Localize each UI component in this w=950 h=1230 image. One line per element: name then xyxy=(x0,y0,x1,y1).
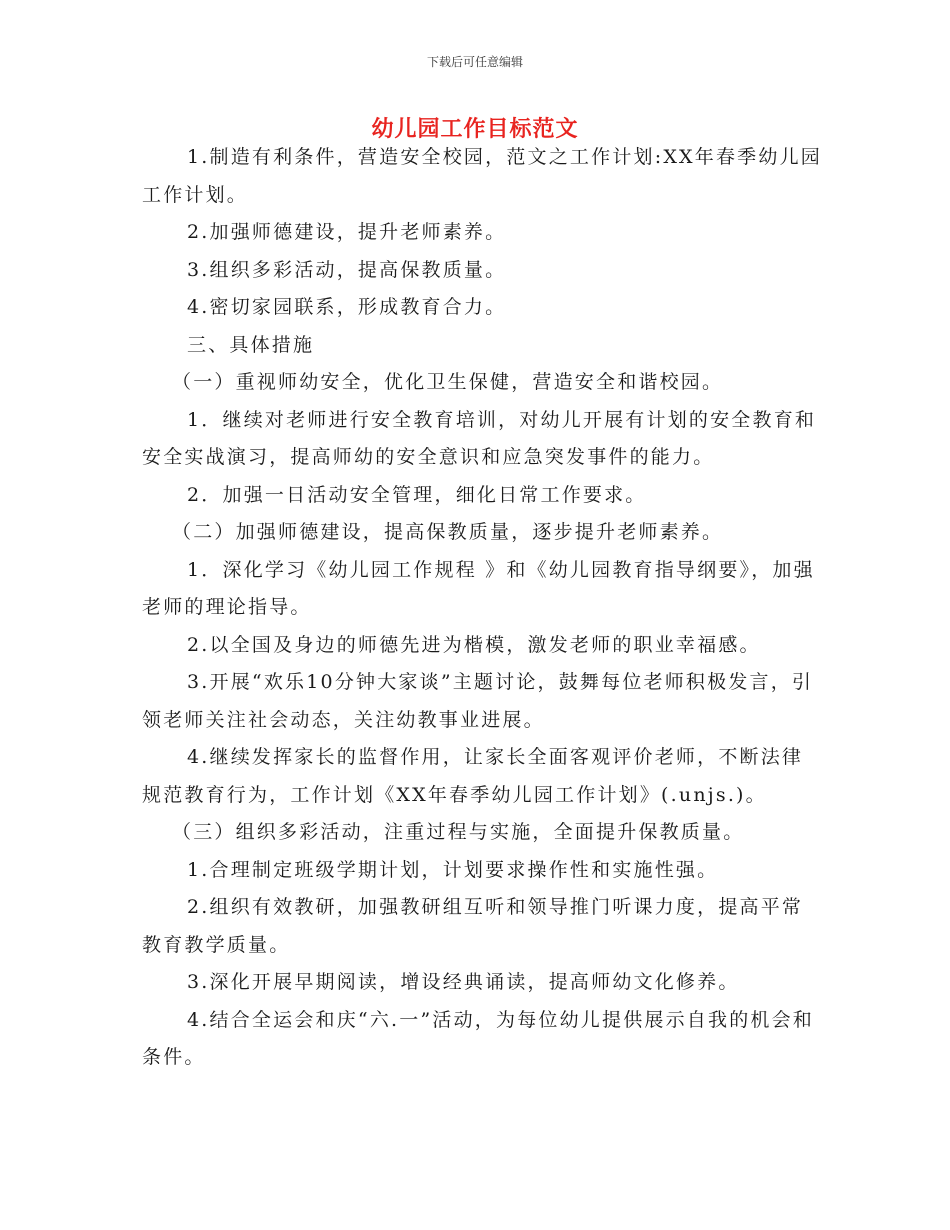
paragraph: 1.合理制定班级学期计划，计划要求操作性和实施性强。 xyxy=(187,858,719,881)
paragraph: 3.深化开展早期阅读，增设经典诵读，提高师幼文化修养。 xyxy=(187,971,740,993)
paragraph: 三、具体措施 xyxy=(187,333,315,356)
paragraph: 1．深化学习《幼儿园工作规程 》和《幼儿园教育指导纲要》，加强老师的理论指导。 xyxy=(142,558,815,618)
paragraph: 2.组织有效教研，加强教研组互听和领导推门听课力度，提高平常教育教学质量。 xyxy=(142,896,804,956)
paragraph: 2.以全国及身边的师德先进为楷模，激发老师的职业幸福感。 xyxy=(187,633,761,656)
paragraph: 2.加强师德建设，提升老师素养。 xyxy=(187,221,507,243)
paragraph: 2．加强一日活动安全管理，细化日常工作要求。 xyxy=(187,483,647,506)
paragraph: 4.密切家园联系，形成教育合力。 xyxy=(187,296,507,318)
header-note: 下载后可任意编辑 xyxy=(426,55,523,69)
paragraph: 4.继续发挥家长的监督作用，让家长全面客观评价老师，不断法律规范教育行为，工作计划《XX年春季幼儿园工作计划》(.unjs.)。 xyxy=(142,746,804,806)
paragraph: （二）加强师德建设，提高保教质量，逐步提升老师素养。 xyxy=(172,521,724,543)
document-body xyxy=(142,139,822,1077)
paragraph: 1．继续对老师进行安全教育培训，对幼儿开展有计划的安全教育和安全实战演习，提高师幼的安全意识和应急突发事件的能力。 xyxy=(142,408,817,468)
paragraph: （一）重视师幼安全，优化卫生保健，营造安全和谐校园。 xyxy=(172,371,724,393)
document-title: 幼儿园工作目标范文 xyxy=(371,117,579,142)
paragraph: 4.结合全运会和庆“六.一”活动，为每位幼儿提供展示自我的机会和条件。 xyxy=(142,1008,814,1068)
paragraph: （三）组织多彩活动，注重过程与实施，全面提升保教质量。 xyxy=(172,821,745,843)
paragraph: 1.制造有利条件，营造安全校园，范文之工作计划:XX年春季幼儿园工作计划。 xyxy=(142,146,822,206)
paragraph: 3.开展“欢乐10分钟大家谈”主题讨论，鼓舞每位老师积极发言，引领老师关注社会动态，关注幼教事业进展。 xyxy=(142,671,814,731)
paragraph: 3.组织多彩活动，提高保教质量。 xyxy=(187,258,507,281)
